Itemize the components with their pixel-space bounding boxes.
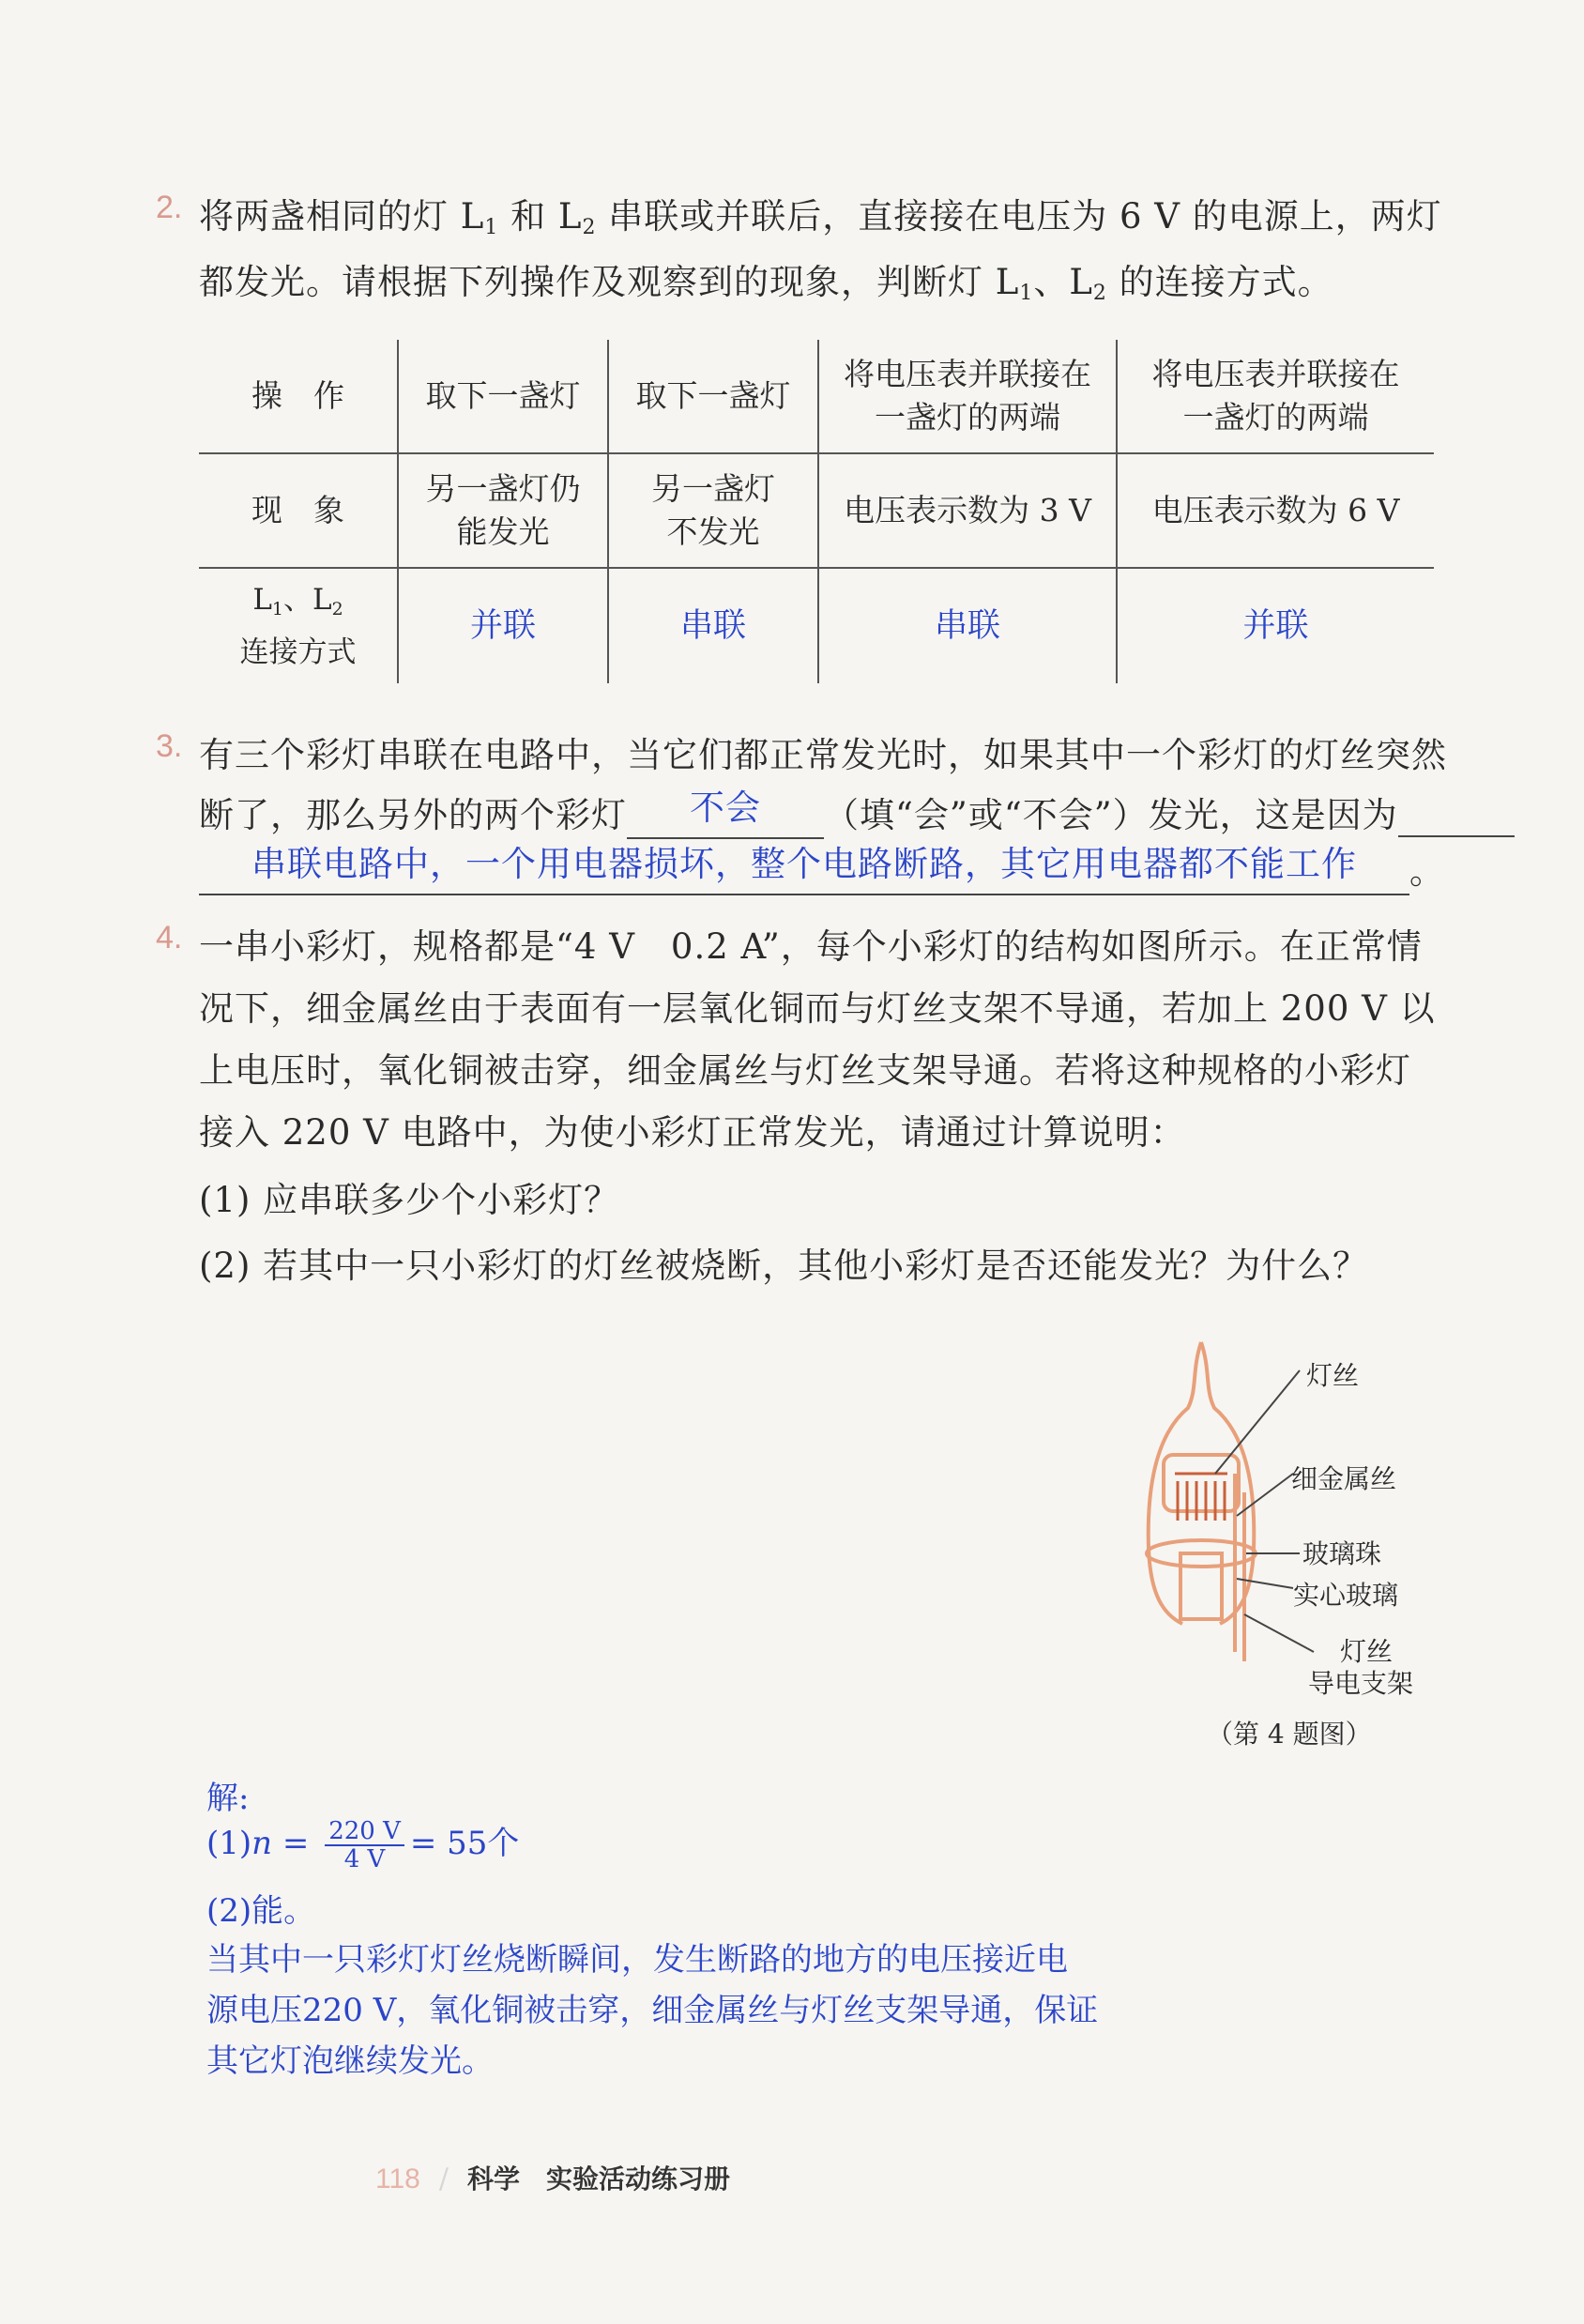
operation-cell: 取下一盏灯 xyxy=(398,340,608,453)
table-row-phenomenon xyxy=(199,453,1434,568)
page-footer: 118 / 科学 实验活动练习册 xyxy=(375,2163,730,2195)
question-2-line-2: 都发光。请根据下列操作及观察到的现象，判断灯 $L_1$、$L_2$ 的连接方式。 xyxy=(199,262,1333,305)
question-3-line-2: 断了，那么另外的两个彩灯 不会 （填“会”或“不会”）发光，这是因为 xyxy=(199,787,1515,839)
fraction: $\frac{220 V}{4 V}$ xyxy=(325,1818,404,1873)
connection-table xyxy=(199,340,1434,683)
operation-cell: 将电压表并联接在一盏灯的两端 xyxy=(1117,340,1434,453)
question-4-sub-2: (2) 若其中一只小彩灯的灯丝被烧断，其他小彩灯是否还能发光？为什么？ xyxy=(199,1246,1369,1286)
filament xyxy=(1175,1474,1227,1521)
question-4-line-2: 况下，细金属丝由于表面有一层氧化铜而与灯丝支架不导通，若加上 200 V 以 xyxy=(199,988,1436,1029)
question-3-line-1: 有三个彩灯串联在电路中，当它们都正常发光时，如果其中一个彩灯的灯丝突然 xyxy=(199,735,1447,775)
bulb-structure-figure xyxy=(1126,1333,1464,1671)
bulb-outline xyxy=(1147,1342,1256,1624)
solution-part-1: (1)n = $\frac{220 V}{4 V}$ = 55个 xyxy=(206,1817,520,1873)
solution-part-2: (2)能。 xyxy=(206,1892,316,1930)
answer-blank-2-start xyxy=(1398,795,1515,837)
answer-cell: 并联 xyxy=(1117,568,1434,683)
figure-caption: （第 4 题图） xyxy=(1207,1719,1372,1750)
question-4-line-1: 一串小彩灯，规格都是“4 V 0.2 A”，每个小彩灯的结构如图所示。在正常情 xyxy=(199,926,1423,967)
phenomenon-cell: 另一盏灯不发光 xyxy=(608,453,818,568)
answer-blank-2: 串联电路中，一个用电器损坏，整个电路断路，其它用电器都不能工作 xyxy=(199,843,1409,895)
answer-cell: 串联 xyxy=(608,568,818,683)
solution-title: 解: xyxy=(206,1780,250,1817)
answer-blank-1: 不会 xyxy=(627,787,824,839)
solution-explanation-3: 其它灯泡继续发光。 xyxy=(206,2042,494,2080)
figure-label-support-b: 导电支架 xyxy=(1308,1668,1414,1699)
question-2-number: 2. xyxy=(156,190,183,225)
table-row-connection xyxy=(199,568,1434,683)
question-4-line-4: 接入 220 V 电路中，为使小彩灯正常发光，请通过计算说明： xyxy=(199,1112,1186,1153)
question-2-line-1: 将两盏相同的灯 $L_1$ 和 $L_2$ 串联或并联后，直接接在电压为 6 V 的电源上，两灯 xyxy=(199,196,1442,239)
figure-label-solid-glass: 实心玻璃 xyxy=(1293,1580,1399,1611)
page-number: 118 xyxy=(375,2163,420,2194)
header-phenomenon: 现 象 xyxy=(199,453,398,568)
question-4-number: 4. xyxy=(156,920,183,956)
operation-cell: 取下一盏灯 xyxy=(608,340,818,453)
operation-cell: 将电压表并联接在一盏灯的两端 xyxy=(818,340,1117,453)
question-4-line-3: 上电压时，氧化铜被击穿，细金属丝与灯丝支架导通。若将这种规格的小彩灯 xyxy=(199,1050,1411,1091)
phenomenon-cell: 另一盏灯仍能发光 xyxy=(398,453,608,568)
figure-label-glass-bead: 玻璃珠 xyxy=(1302,1538,1382,1569)
question-3-line-3: 串联电路中，一个用电器损坏，整个电路断路，其它用电器都不能工作 。 xyxy=(199,843,1445,895)
header-operation: 操 作 xyxy=(199,340,398,453)
answer-cell: 并联 xyxy=(398,568,608,683)
question-4-sub-1: (1) 应串联多少个小彩灯？ xyxy=(199,1180,620,1220)
book-title: 科学 实验活动练习册 xyxy=(466,2163,730,2194)
answer-cell: 串联 xyxy=(818,568,1117,683)
phenomenon-cell: 电压表示数为 3 V xyxy=(818,453,1117,568)
figure-label-support-a: 灯丝 xyxy=(1340,1636,1394,1667)
solution-explanation-2: 源电压220 V，氧化铜被击穿，细金属丝与灯丝支架导通，保证 xyxy=(206,1992,1099,2029)
header-connection: $L_1$、$L_2$ 连接方式 xyxy=(239,583,357,669)
figure-label-filament: 灯丝 xyxy=(1306,1360,1360,1391)
question-3-number: 3. xyxy=(156,728,183,764)
figure-label-metal-wire: 细金属丝 xyxy=(1291,1463,1397,1494)
phenomenon-cell: 电压表示数为 6 V xyxy=(1117,453,1434,568)
solution-explanation-1: 当其中一只彩灯灯丝烧断瞬间，发生断路的地方的电压接近电 xyxy=(206,1941,1068,1979)
table-row-operation xyxy=(199,340,1434,453)
